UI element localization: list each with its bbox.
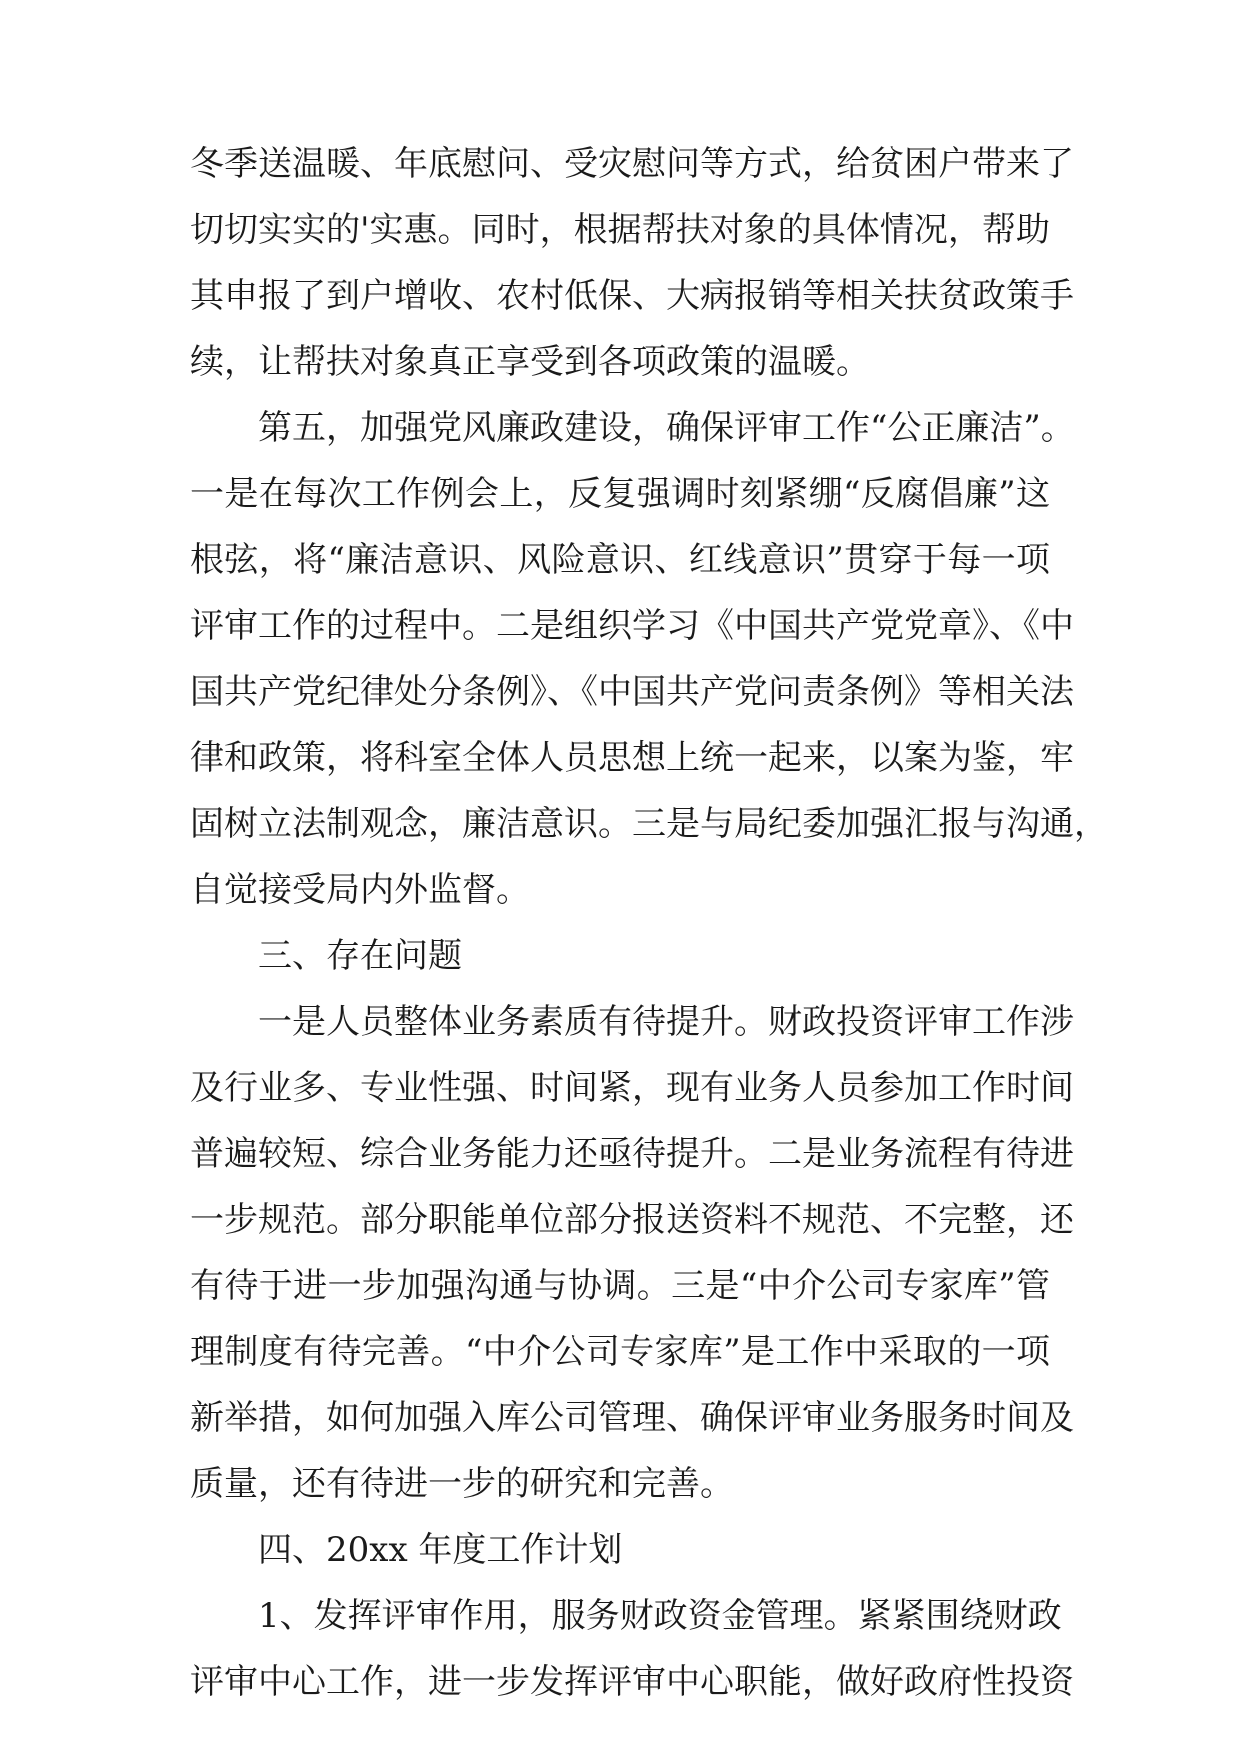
text-line: 普遍较短、综合业务能力还亟待提升。二是业务流程有待进 xyxy=(190,1134,1074,1174)
text-line: 自觉接受局内外监督。 xyxy=(190,870,530,910)
text-line: 切切实实的'实惠。同时，根据帮扶对象的具体情况，帮助 xyxy=(190,210,1050,250)
text-line: 一是在每次工作例会上，反复强调时刻紧绷“反腐倡廉”这 xyxy=(190,474,1050,514)
document-page xyxy=(190,138,1108,1708)
text-line: 有待于进一步加强沟通与协调。三是“中介公司专家库”管 xyxy=(190,1266,1050,1306)
section-heading: 四、20xx 年度工作计划 xyxy=(258,1530,623,1570)
text-line: 根弦，将“廉洁意识、风险意识、红线意识”贯穿于每一项 xyxy=(190,540,1050,580)
text-line: 其申报了到户增收、农村低保、大病报销等相关扶贫政策手 xyxy=(190,276,1074,316)
text-line: 质量，还有待进一步的研究和完善。 xyxy=(190,1464,734,1504)
text-line: 律和政策，将科室全体人员思想上统一起来，以案为鉴，牢 xyxy=(190,738,1074,778)
text-line: 评审工作的过程中。二是组织学习《中国共产党党章》、《中 xyxy=(190,606,1074,646)
text-line: 一步规范。部分职能单位部分报送资料不规范、不完整，还 xyxy=(190,1200,1074,1240)
text-line: 续，让帮扶对象真正享受到各项政策的温暖。 xyxy=(190,342,870,382)
text-line: 理制度有待完善。“中介公司专家库”是工作中采取的一项 xyxy=(190,1332,1050,1372)
text-line: 及行业多、专业性强、时间紧，现有业务人员参加工作时间 xyxy=(190,1068,1074,1108)
section-heading: 三、存在问题 xyxy=(258,936,462,976)
text-line: 评审中心工作，进一步发挥评审中心职能，做好政府性投资 xyxy=(190,1662,1074,1702)
text-line: 国共产党纪律处分条例》、《中国共产党问责条例》等相关法 xyxy=(190,672,1074,712)
paragraph-start-line: 1、发挥评审作用，服务财政资金管理。紧紧围绕财政 xyxy=(258,1596,1062,1636)
paragraph-start-line: 一是人员整体业务素质有待提升。财政投资评审工作涉 xyxy=(258,1002,1074,1042)
text-line: 新举措，如何加强入库公司管理、确保评审业务服务时间及 xyxy=(190,1398,1074,1438)
text-line: 固树立法制观念，廉洁意识。三是与局纪委加强汇报与沟通， xyxy=(190,804,1108,844)
text-line: 冬季送温暖、年底慰问、受灾慰问等方式，给贫困户带来了 xyxy=(190,144,1074,184)
paragraph-start-line: 第五，加强党风廉政建设，确保评审工作“公正廉洁”。 xyxy=(258,408,1075,448)
